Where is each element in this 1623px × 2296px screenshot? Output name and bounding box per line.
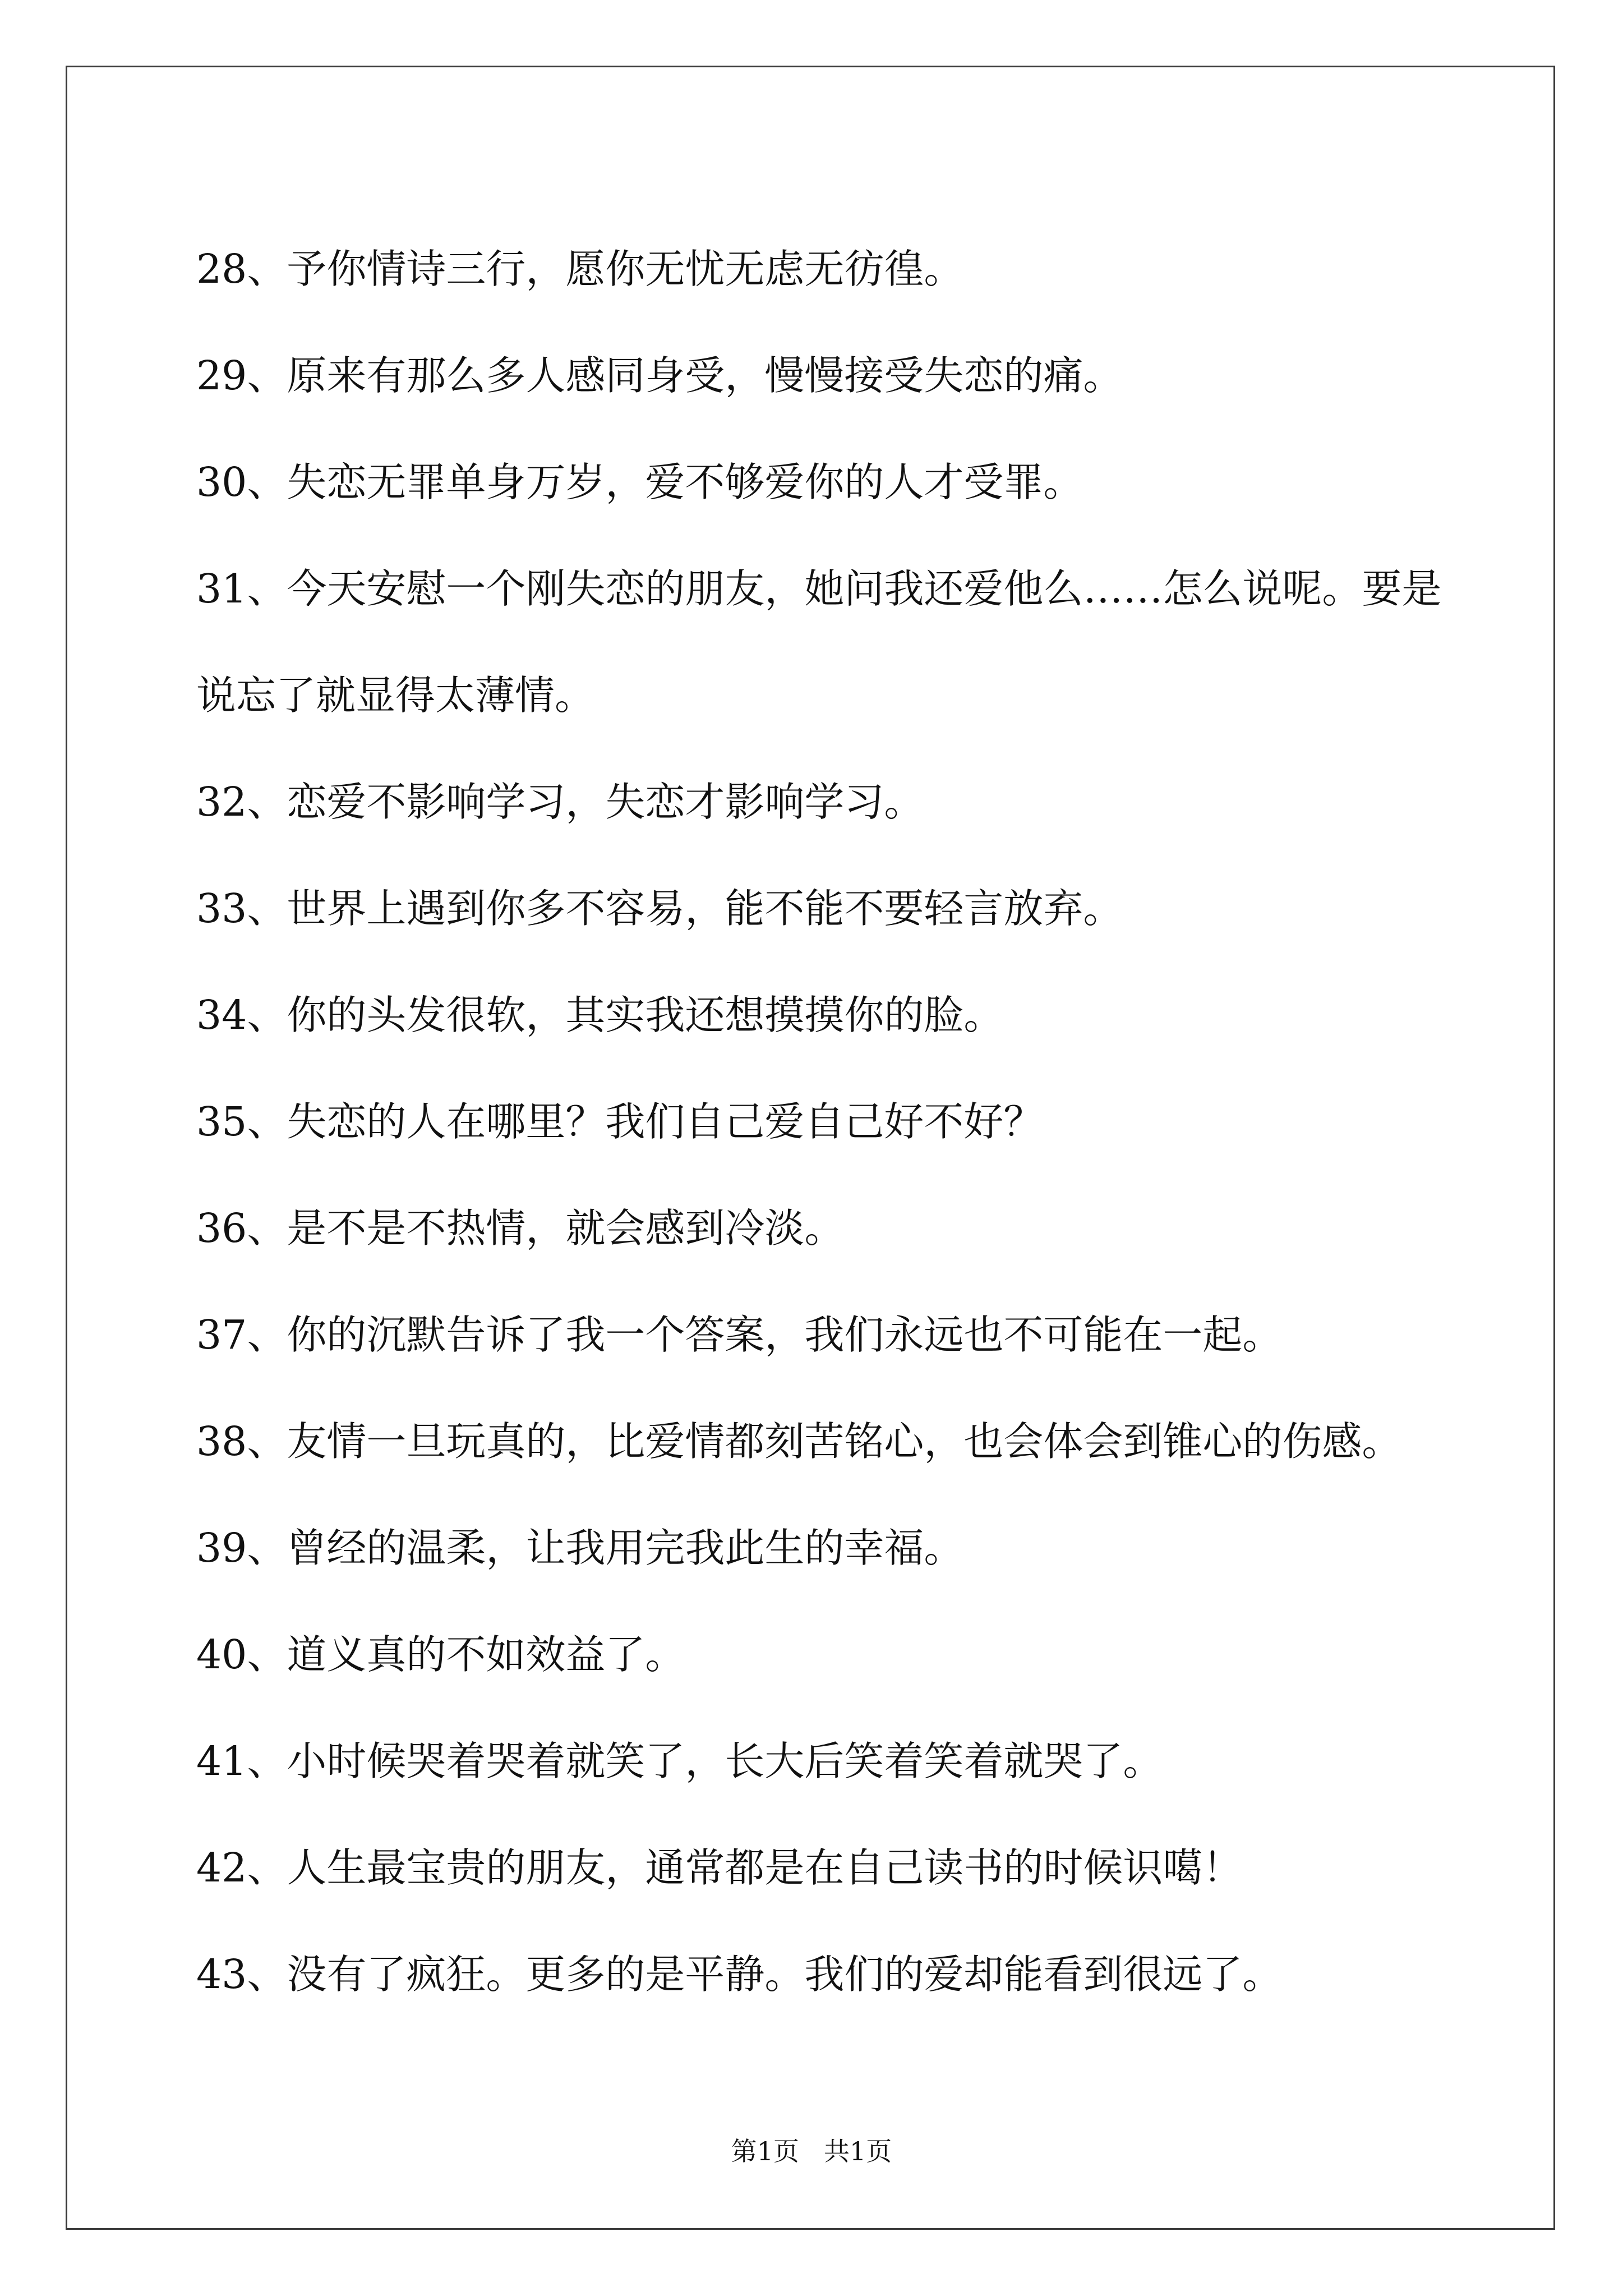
document-body (196, 216, 1464, 2028)
paragraph-32: 32、恋爱不影响学习，失恋才影响学习。 (196, 779, 924, 825)
page-total: 共1页 (823, 2136, 892, 2166)
paragraph-29: 29、原来有那么多人感同身受，慢慢接受失恋的痛。 (196, 352, 1123, 399)
paragraph-40: 40、道义真的不如效益了。 (196, 1631, 685, 1678)
paragraph-39: 39、曾经的温柔，让我用完我此生的幸福。 (196, 1525, 964, 1571)
paragraph-42: 42、人生最宝贵的朋友，通常都是在自己读书的时候识噶！ (196, 1844, 1243, 1891)
page-number: 第1页 (731, 2136, 800, 2166)
paragraph-33: 33、世界上遇到你多不容易，能不能不要轻言放弃。 (196, 885, 1123, 932)
paragraph-30: 30、失恋无罪单身万岁，爱不够爱你的人才受罪。 (196, 459, 1083, 505)
paragraph-36: 36、是不是不热情，就会感到冷淡。 (196, 1205, 845, 1251)
paragraph-43: 43、没有了疯狂。更多的是平静。我们的爱却能看到很远了。 (196, 1951, 1283, 1998)
paragraph-38: 38、友情一旦玩真的，比爱情都刻苦铭心，也会体会到锥心的伤感。 (196, 1418, 1402, 1465)
paragraph-31: 31、今天安慰一个刚失恋的朋友，她问我还爱他么……怎么说呢。要是说忘了就显得太薄情。 (196, 565, 1442, 719)
paragraph-28: 28、予你情诗三行，愿你无忧无虑无彷徨。 (196, 246, 964, 292)
paragraph-35: 35、失恋的人在哪里？我们自己爱自己好不好？ (196, 1098, 1044, 1145)
paragraph-41: 41、小时候哭着哭着就笑了，长大后笑着笑着就哭了。 (196, 1738, 1163, 1784)
page-footer (0, 2134, 1623, 2168)
paragraph-37: 37、你的沉默告诉了我一个答案，我们永远也不可能在一起。 (196, 1312, 1283, 1358)
paragraph-34: 34、你的头发很软，其实我还想摸摸你的脸。 (196, 992, 1004, 1038)
